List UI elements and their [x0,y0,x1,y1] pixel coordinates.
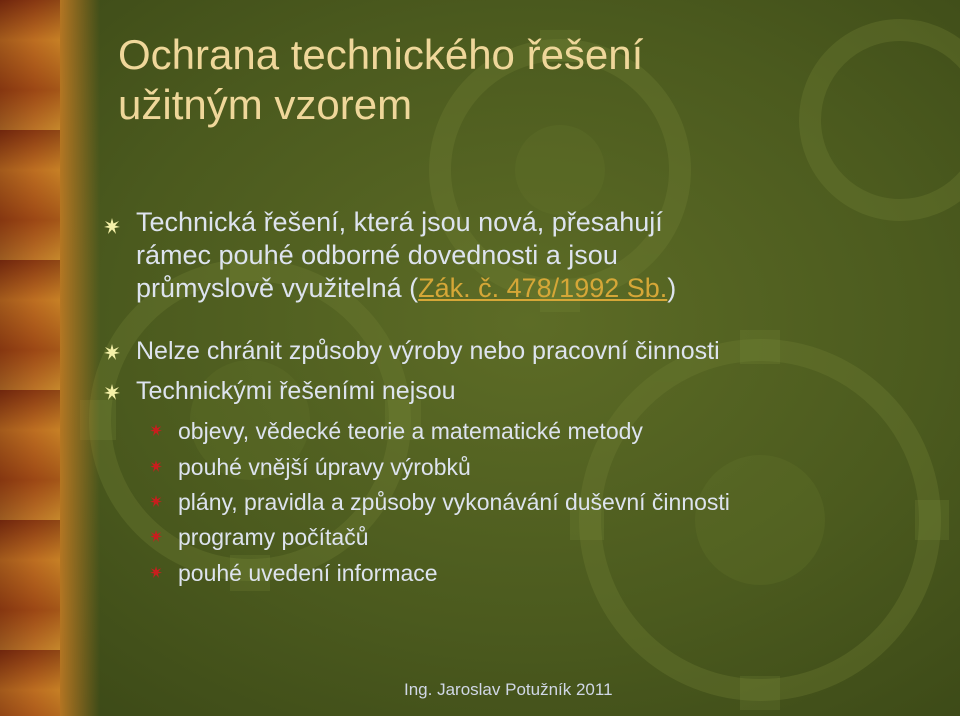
sub-bullet-item: plány, pravidla a způsoby vykonávání duševní činnosti [178,489,730,515]
bullet-not-protected: Nelze chránit způsoby výroby nebo pracovní činnosti [136,337,720,365]
sub-bullet-star-icon [150,424,162,436]
bullet-not-technical: Technickými řešeními nejsou [136,377,456,405]
bullet-star-icon [104,218,120,234]
sub-bullet-item: programy počítačů [178,524,369,550]
bullet-star-icon [104,384,120,400]
bullet-line-2: rámec pouhé odborné dovednosti a jsou [136,240,618,270]
bullet-line-3-suffix: ) [667,273,677,303]
footer-author: Ing. Jaroslav Potužník 2011 [404,680,613,699]
bullet-line-3-prefix: průmyslově využitelná ( [136,273,419,303]
title-line-2: užitným vzorem [118,81,413,128]
sub-bullet-item: pouhé vnější úpravy výrobků [178,454,471,480]
left-decorative-texture [0,0,60,716]
sub-bullet-item: pouhé uvedení informace [178,560,438,586]
title-line-1: Ochrana technického řešení [118,31,644,78]
bullet-line-1: Technická řešení, která jsou nová, přesahují [136,207,663,237]
sub-bullet-star-icon [150,460,162,472]
slide-title [118,30,918,130]
sub-bullet-item: objevy, vědecké teorie a matematické metody [178,418,643,444]
law-reference-link[interactable]: Zák. č. 478/1992 Sb. [418,273,668,303]
sub-bullet-star-icon [150,495,162,507]
bullet-technical-solutions [136,206,896,305]
bullet-star-icon [104,344,120,360]
sub-bullet-star-icon [150,530,162,542]
sub-bullet-star-icon [150,566,162,578]
